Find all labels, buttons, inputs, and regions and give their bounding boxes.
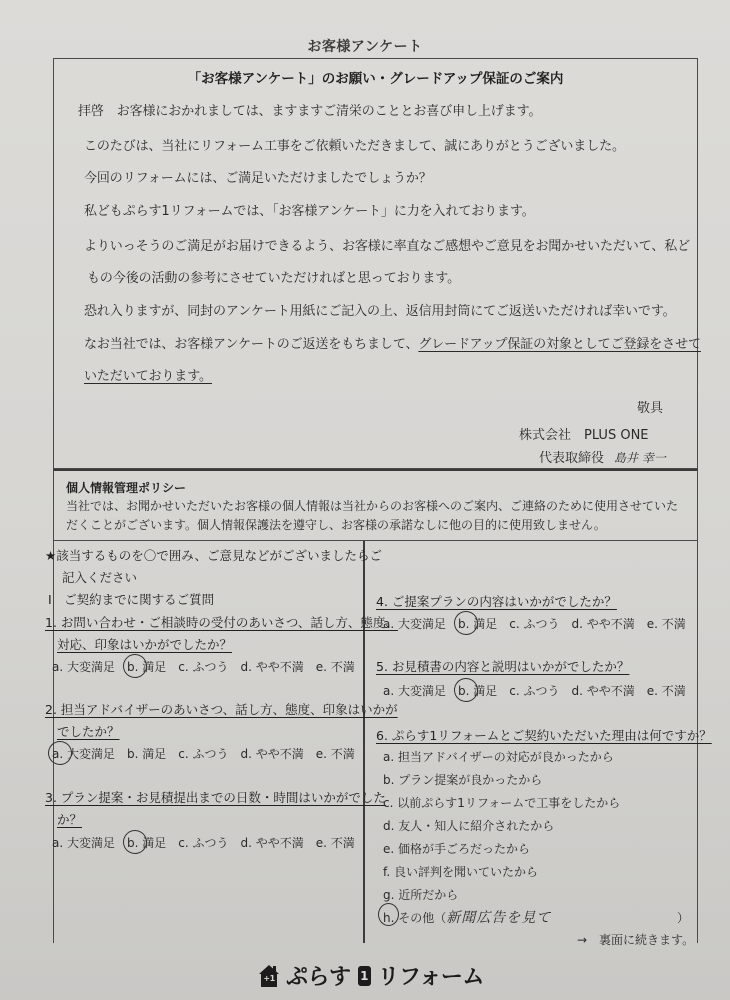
question-3-line2: か？ <box>57 812 83 827</box>
svg-text:+1: +1 <box>263 973 275 983</box>
q4-option-d[interactable]: d. やや不満 <box>571 617 635 631</box>
q6-reason-g[interactable]: g. 近所だから <box>383 888 459 902</box>
question-6: 6. ぷらす1リフォームとご契約いただいた理由は何ですか？ <box>376 728 712 743</box>
question-3-options <box>52 834 355 851</box>
representative-title: 代表取締役 <box>539 451 605 466</box>
question-5-options <box>383 682 686 699</box>
q6-reason-h-selected[interactable] <box>383 907 551 927</box>
letter-line-7: 恐れ入りますが、同封のアンケート用紙にご記入の上、返信用封筒にてご返送いただければ幸いです。 <box>84 304 676 319</box>
q3-option-d[interactable]: d. やや不満 <box>240 836 304 850</box>
question-4: 4. ご提案プランの内容はいかがでしたか？ <box>376 594 617 609</box>
q2-option-c[interactable]: c. ふつう <box>178 747 229 761</box>
question-2-options <box>52 745 355 762</box>
representative-signature: 島井 幸一 <box>614 451 666 465</box>
q6-other-handwritten-answer[interactable]: 新聞広告を見て <box>446 910 552 926</box>
q4-option-e[interactable]: e. 不満 <box>646 617 686 631</box>
q6-reason-b[interactable]: b. プラン提案が良かったから <box>383 773 543 787</box>
q2-option-e[interactable]: e. 不満 <box>315 747 355 761</box>
continue-on-back-note: → 裏面に続きます。 <box>577 933 695 947</box>
brand-logo <box>258 960 484 991</box>
upgrade-guarantee-emphasis: グレードアップ保証の対象としてご登録をさせて <box>418 337 701 352</box>
q3-option-a[interactable]: a. 大変満足 <box>52 836 115 850</box>
letter-line-5: よりいっそうのご満足がお届けできるよう、お客様に率直なご感想やご意見をお聞かせいただいて、私ど <box>84 239 691 254</box>
letter-heading: 「お客様アンケート」のお願い・グレードアップ保証のご案内 <box>187 71 564 87</box>
letter-box <box>53 58 701 469</box>
closing-keigu: 敬具 <box>637 401 664 416</box>
q6-reason-f[interactable]: f. 良い評判を聞いていたから <box>383 865 538 879</box>
question-3-line1: 3. プラン提案・お見積提出までの日数・時間はいかがでした <box>45 790 386 805</box>
q4-option-a[interactable]: a. 大変満足 <box>383 617 446 631</box>
q1-option-c[interactable]: c. ふつう <box>178 660 229 674</box>
q6-other-close-paren: ） <box>677 911 690 925</box>
q2-option-b[interactable]: b. 満足 <box>126 747 167 761</box>
letter-line-6: もの今後の活動の参考にさせていただければと思っております。 <box>87 271 461 286</box>
q5-option-e[interactable]: e. 不満 <box>646 684 686 698</box>
letter-line-8-plain: なお当社では、お客様アンケートのご返送をもちまして、 <box>84 337 419 352</box>
question-1-options <box>52 658 355 675</box>
q1-option-a[interactable]: a. 大変満足 <box>52 660 115 674</box>
survey-instruction-2: 記入ください <box>62 570 138 585</box>
q6-reason-e[interactable]: e. 価格が手ごろだったから <box>383 842 531 856</box>
question-1-line1: 1. お問い合わせ・ご相談時の受付のあいさつ、話し方、態度、 <box>45 615 398 630</box>
q6-reason-c[interactable]: c. 以前ぷらす1リフォームで工事をしたから <box>383 796 621 810</box>
letter-line-3: 今回のリフォームには、ご満足いただけましたでしょうか？ <box>84 171 432 186</box>
q5-option-a[interactable]: a. 大変満足 <box>383 684 446 698</box>
letter-line-4: 私どもぷらす1リフォームでは、「お客様アンケート」に力を入れております。 <box>84 204 535 219</box>
privacy-policy-box <box>53 469 698 541</box>
letter-line-9: いただいております。 <box>84 369 212 384</box>
q6-other-label: h. その他（ <box>383 911 447 925</box>
q4-option-c[interactable]: c. ふつう <box>509 617 560 631</box>
q4-option-b-selected[interactable]: b. 満足 <box>457 617 498 631</box>
representative <box>539 447 666 466</box>
letter-line-8 <box>84 333 701 352</box>
column-divider <box>363 541 365 943</box>
logo-text-plus: ぷらす <box>286 965 351 990</box>
q1-option-e[interactable]: e. 不満 <box>315 660 355 674</box>
q2-option-a-selected[interactable]: a. 大変満足 <box>52 747 115 761</box>
question-2-line1: 2. 担当アドバイザーのあいさつ、話し方、態度、印象はいかが <box>45 702 398 717</box>
house-logo-icon <box>258 964 280 988</box>
question-4-options <box>383 615 686 632</box>
q2-option-d[interactable]: d. やや不満 <box>240 747 304 761</box>
logo-text-reform: リフォーム <box>377 965 484 990</box>
question-5: 5. お見積書の内容と説明はいかがでしたか？ <box>376 659 630 674</box>
q1-option-d[interactable]: d. やや不満 <box>240 660 304 674</box>
survey-instruction-1: ★該当するものを〇で囲み、ご意見などがございましたらご <box>45 548 382 563</box>
letter-line-1: 拝啓 お客様におかれましては、ますますご清栄のこととお喜び申し上げます。 <box>78 104 542 119</box>
q5-option-c[interactable]: c. ふつう <box>509 684 560 698</box>
company-name: 株式会社 PLUS ONE <box>519 428 649 443</box>
question-1-line2: 対応、印象はいかがでしたか？ <box>57 637 233 652</box>
q1-option-b-selected[interactable]: b. 満足 <box>126 660 167 674</box>
q6-reason-a[interactable]: a. 担当アドバイザーの対応が良かったから <box>383 750 614 764</box>
q6-reason-d[interactable]: d. 友人・知人に紹介されたから <box>383 819 555 833</box>
q3-option-e[interactable]: e. 不満 <box>315 836 355 850</box>
policy-title: 個人情報管理ポリシー <box>66 481 187 495</box>
logo-one-badge: 1 <box>358 966 371 986</box>
policy-text: 当社では、お聞かせいただいたお客様の個人情報は当社からのお客様へのご案内、ご連絡のために使用させていただくことがございます。個人情報保護法を遵守し、お客様の承諾なしに他の目的に使用致しません。 <box>66 499 679 532</box>
q3-option-b-selected[interactable]: b. 満足 <box>126 836 167 850</box>
question-2-line2: でしたか？ <box>57 724 120 739</box>
q3-option-c[interactable]: c. ふつう <box>178 836 229 850</box>
section-heading-contract: Ⅰ ご契約までに関するご質問 <box>48 592 215 607</box>
q5-option-b-selected[interactable]: b. 満足 <box>457 684 498 698</box>
q5-option-d[interactable]: d. やや不満 <box>571 684 635 698</box>
letter-line-2: このたびは、当社にリフォーム工事をご依頼いただきまして、誠にありがとうございました。 <box>84 139 625 154</box>
page-title: お客様アンケート <box>307 39 423 55</box>
